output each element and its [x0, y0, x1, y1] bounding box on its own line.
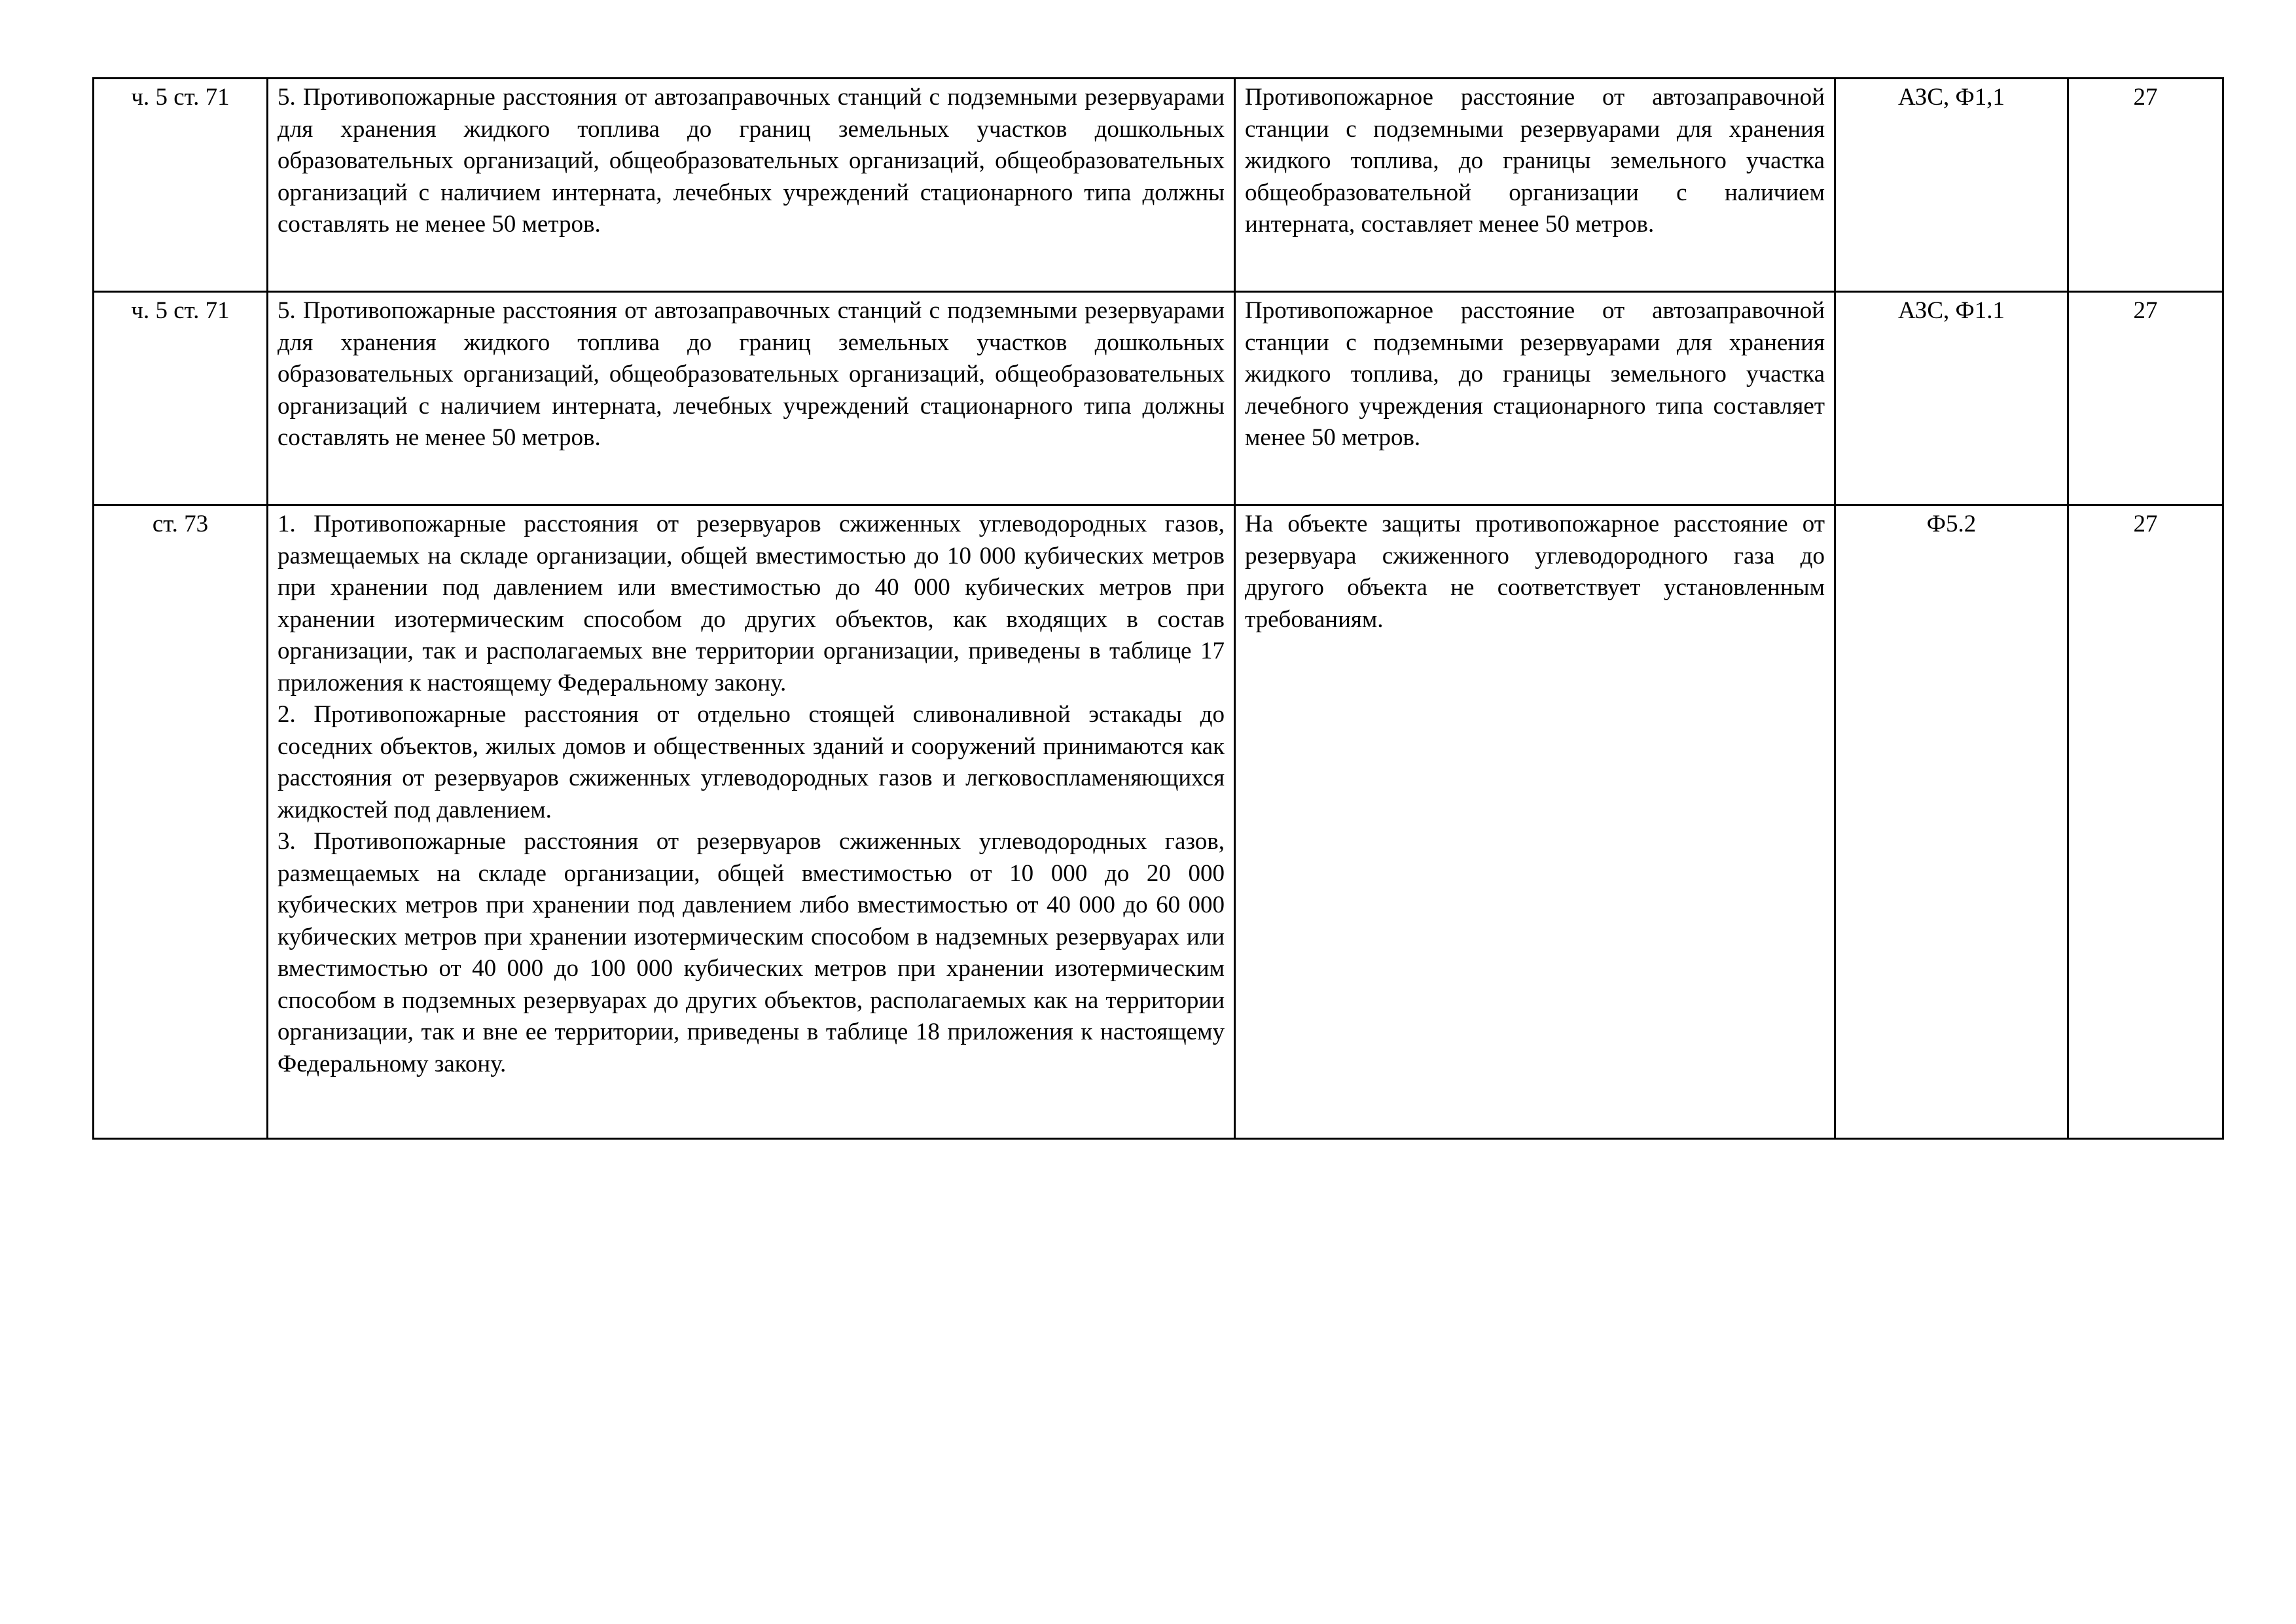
table-row — [94, 292, 2223, 505]
requirement-paragraph: 2. Противопожарные расстояния от отдельно стоящей сливоналивной эстакады до соседних объектов, жилых домов и общественных зданий и сооружений принимаются как расстояния от резервуаров сжиженных углеводородных газов и легковоспламеняющихся жидкостей под давлением. — [278, 701, 1225, 823]
article-cell: ст. 73 — [94, 505, 268, 1139]
violation-cell — [1235, 292, 1835, 505]
object-class-cell: АЗС, Ф1.1 — [1835, 292, 2068, 505]
violation-cell — [1235, 505, 1835, 1139]
violation-cell — [1235, 79, 1835, 292]
object-class-cell: АЗС, Ф1,1 — [1835, 79, 2068, 292]
number-cell: 27 — [2068, 79, 2223, 292]
requirement-cell — [268, 505, 1235, 1139]
object-class-cell: Ф5.2 — [1835, 505, 2068, 1139]
requirement-paragraph: 5. Противопожарные расстояния от автозаправочных станций с подземными резервуарами для хранения жидкого топлива до границ земельных участков дошкольных образовательных организаций, общеобразовательных организаций, общеобразовательных организаций с наличием интерната, лечебных учреждений стационарного типа должны составлять не менее 50 метров. — [278, 84, 1225, 238]
violation-text: На объекте защиты противопожарное расстояние от резервуара сжиженного углеводородного газа до другого объекта не соответствует установленным требованиям. — [1245, 511, 1825, 633]
violation-text: Противопожарное расстояние от автозаправочной станции с подземными резервуарами для хранения жидкого топлива, до границы земельного участка общеобразовательной организации с наличием интерната, составляет менее 50 метров. — [1245, 84, 1825, 238]
table-row — [94, 79, 2223, 292]
regulation-table — [92, 77, 2224, 1140]
number-cell: 27 — [2068, 505, 2223, 1139]
number-cell: 27 — [2068, 292, 2223, 505]
table-row — [94, 505, 2223, 1139]
article-cell: ч. 5 ст. 71 — [94, 79, 268, 292]
requirement-paragraph: 5. Противопожарные расстояния от автозаправочных станций с подземными резервуарами для хранения жидкого топлива до границ земельных участков дошкольных образовательных организаций, общеобразовательных организаций, общеобразовательных организаций с наличием интерната, лечебных учреждений стационарного типа должны составлять не менее 50 метров. — [278, 297, 1225, 451]
violation-text: Противопожарное расстояние от автозаправочной станции с подземными резервуарами для хранения жидкого топлива, до границы земельного участка лечебного учреждения стационарного типа составляет менее 50 метров. — [1245, 297, 1825, 451]
requirement-paragraph: 1. Противопожарные расстояния от резервуаров сжиженных углеводородных газов, размещаемых на складе организации, общей вместимостью до 10 000 кубических метров при хранении под давлением или вместимостью до 40 000 кубических метров при хранении изотермическим способом до других объектов, как входящих в состав организации, так и располагаемых вне территории организации, приведены в таблице 17 приложения к настоящему Федеральному закону. — [278, 511, 1225, 696]
requirement-cell — [268, 292, 1235, 505]
article-cell: ч. 5 ст. 71 — [94, 292, 268, 505]
requirement-paragraph: 3. Противопожарные расстояния от резервуаров сжиженных углеводородных газов, размещаемых на складе организации, общей вместимостью от 10 000 до 20 000 кубических метров при хранении под давлением либо вместимостью от 40 000 до 60 000 кубических метров при хранении изотермическим способом в надземных резервуарах или вместимостью от 40 000 до 100 000 кубических метров при хранении изотермическим способом в подземных резервуарах до других объектов, располагаемых как на территории организации, так и вне ее территории, приведены в таблице 18 приложения к настоящему Федеральному закону. — [278, 828, 1225, 1077]
requirement-cell — [268, 79, 1235, 292]
